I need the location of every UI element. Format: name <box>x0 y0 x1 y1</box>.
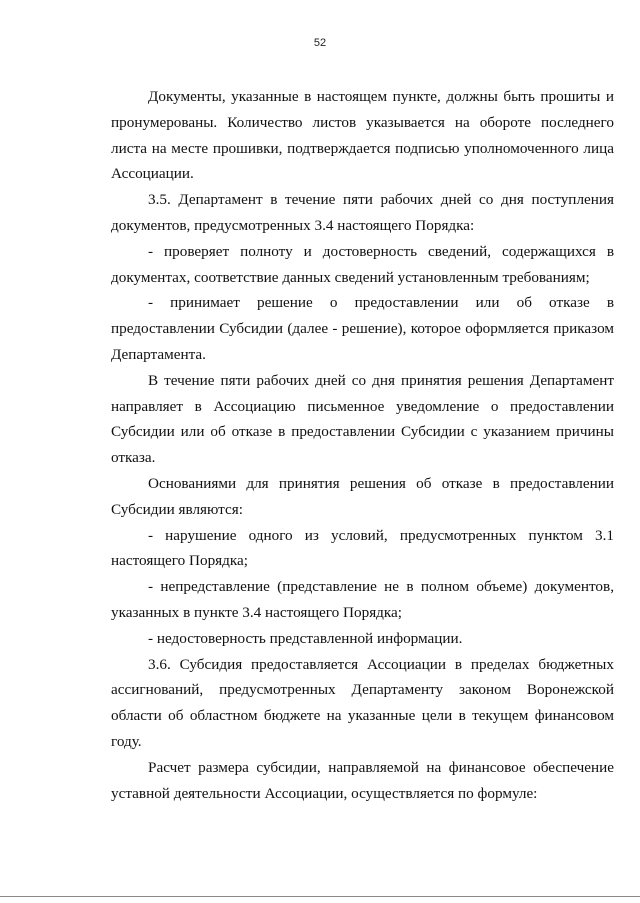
paragraph-calculation: Расчет размера субсидии, направляемой на финансовое обеспечение уставной деятельности Ассоциации, осуществляется по формуле: <box>111 758 614 802</box>
page-number: 52 <box>313 37 327 49</box>
paragraph-notification: В течение пяти рабочих дней со дня принятия решения Департамент направляет в Ассоциацию письменное уведомление о предоставлении Субсидии или об отказе в предоставлении Субсидии с указанием причины отказа. <box>111 371 614 467</box>
list-item-make-decision: - принимает решение о предоставлении или об отказе в предоставлении Субсидии (далее - решение), которое оформляется приказом Департамента. <box>111 294 614 363</box>
paragraph-3-6: 3.6. Субсидия предоставляется Ассоциации в пределах бюджетных ассигнований, предусмотренных Департаменту законом Воронежской области об областном бюджете на указанные цели в текущем финансовом году. <box>111 655 614 750</box>
list-item-violation: - нарушение одного из условий, предусмотренных пунктом 3.1 настоящего Порядка; <box>111 526 614 570</box>
page-bottom-edge <box>0 896 640 897</box>
list-item-check-completeness: - проверяет полноту и достоверность сведений, содержащихся в документах, соответствие данных сведений установленным требованиям; <box>111 242 614 286</box>
list-item-unreliability: - недостоверность представленной информации. <box>148 629 463 647</box>
paragraph-3-5: 3.5. Департамент в течение пяти рабочих дней со дня поступления документов, предусмотренных 3.4 настоящего Порядка: <box>111 191 614 234</box>
list-item-non-submission: - непредставление (представление не в полном объеме) документов, указанных в пункте 3.4 настоящего Порядка; <box>111 578 614 621</box>
document-body <box>111 84 614 806</box>
paragraph-documents-stitched: Документы, указанные в настоящем пункте, должны быть прошиты и пронумерованы. Количество листов указывается на обороте последнего листа на месте прошивки, подтверждается подписью уполномоченного лица Ассоциации. <box>111 88 614 183</box>
paragraph-refusal-grounds: Основаниями для принятия решения об отказе в предоставлении Субсидии являются: <box>111 474 614 518</box>
